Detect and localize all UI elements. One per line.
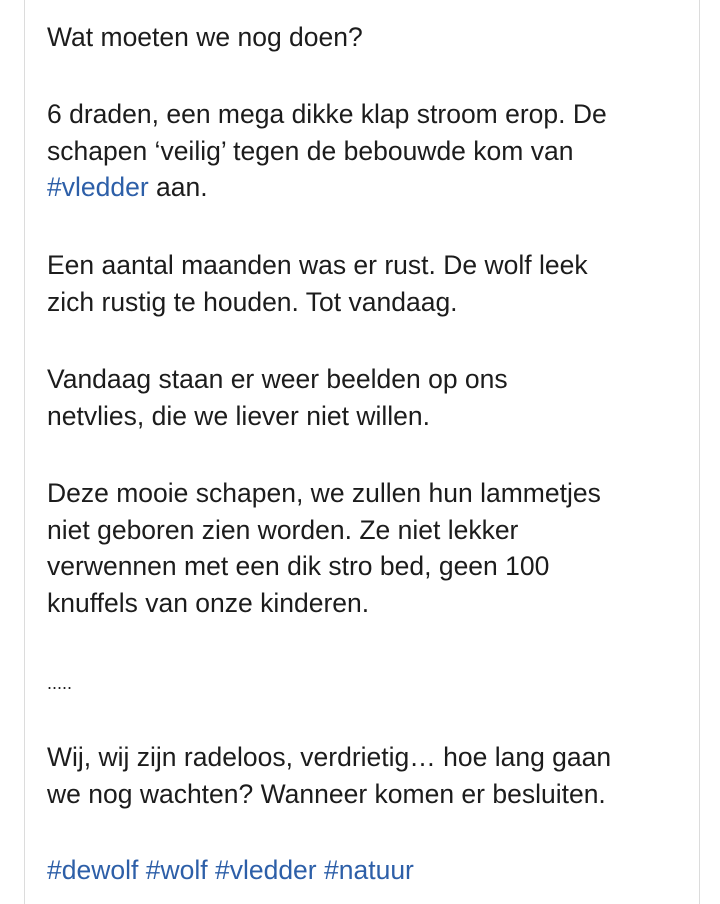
paragraph-line: zich rustig te houden. Tot vandaag.	[47, 286, 458, 317]
hashtag-link-vledder[interactable]: #vledder	[214, 855, 317, 885]
paragraph-line	[47, 169, 607, 206]
hashtag-link-natuur[interactable]: #natuur	[324, 855, 414, 885]
ellipsis-line	[47, 665, 72, 702]
paragraph-line: netvlies, die we liever niet willen.	[47, 400, 430, 431]
paragraph-line: 6 draden, een mega dikke klap stroom erop. De	[47, 99, 607, 129]
post-card	[24, 0, 700, 904]
paragraph-line: Deze mooie schapen, we zullen hun lammetjes	[47, 478, 601, 508]
hashtag-row	[47, 852, 414, 889]
post-intro	[47, 19, 363, 56]
paragraph-line: schapen ‘veilig’ tegen de bebouwde kom van	[47, 135, 574, 166]
paragraph-line: knuffels van onze kinderen.	[47, 587, 370, 618]
paragraph-line: Wij, wij zijn radeloos, verdrietig… hoe lang gaan	[47, 742, 612, 772]
intro-line: Wat moeten we nog doen?	[47, 22, 363, 52]
hashtag-link-wolf[interactable]: #wolf	[145, 855, 208, 885]
paragraph-rest	[47, 247, 588, 320]
hashtag-link-vledder[interactable]: #vledder	[47, 172, 149, 202]
paragraph-despair	[47, 739, 611, 812]
paragraph-today	[47, 361, 508, 434]
paragraph-line: niet geboren zien worden. Ze niet lekker	[47, 514, 519, 545]
paragraph-line: Een aantal maanden was er rust. De wolf leek	[47, 250, 588, 280]
paragraph-sheep	[47, 475, 601, 621]
paragraph-fence	[47, 96, 607, 206]
ellipsis-text: .....	[47, 673, 73, 693]
paragraph-line: we nog wachten? Wanneer komen er besluiten.	[47, 778, 606, 809]
hashtag-link-dewolf[interactable]: #dewolf	[47, 855, 139, 885]
paragraph-text: aan.	[148, 172, 208, 202]
paragraph-line: Vandaag staan er weer beelden op ons	[47, 364, 508, 394]
paragraph-line: verwennen met een dik stro bed, geen 100	[47, 551, 550, 581]
